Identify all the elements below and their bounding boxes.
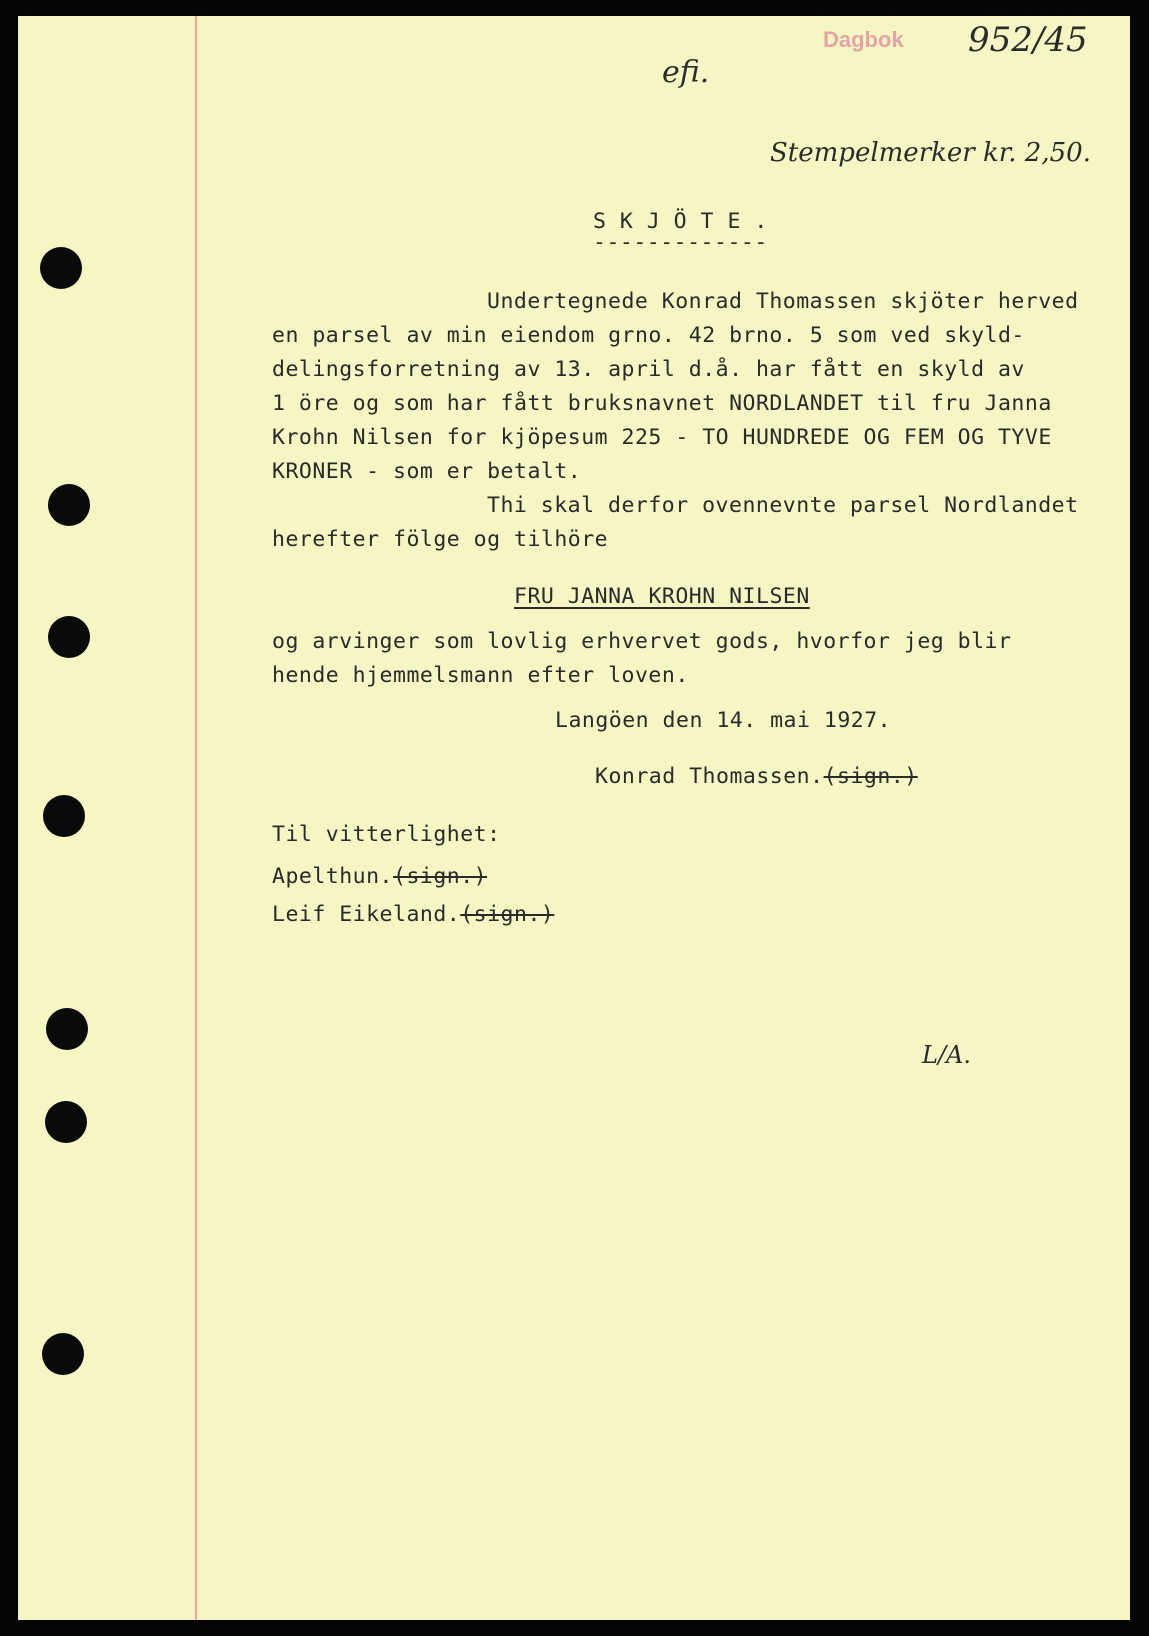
body-line: herefter fölge og tilhöre — [272, 527, 609, 552]
dagbok-stamp: Dagbok — [823, 27, 904, 52]
witness-heading: Til vitterlighet: — [272, 822, 501, 847]
body-line: KRONER - som er betalt. — [272, 459, 582, 484]
witness-sign-note: (sign.) — [460, 902, 555, 927]
closing-line: og arvinger som lovlig erhvervet gods, hvorfor jeg blir — [272, 629, 1012, 654]
stamp-duty-note: Stempelmerker kr. 2,50. — [770, 138, 1091, 168]
title-rule: ------------- — [593, 230, 768, 255]
witness-name: Apelthun. — [272, 864, 393, 889]
initial-mark: efi. — [662, 55, 710, 90]
punch-hole — [46, 1008, 88, 1050]
document-title: S K J Ö T E . — [593, 209, 768, 234]
punch-hole — [42, 1333, 84, 1375]
punch-hole — [40, 247, 82, 289]
signer-name: Konrad Thomassen. — [595, 764, 824, 789]
journal-number: 952/45 — [968, 20, 1088, 60]
closing-line: hende hjemmelsmann efter loven. — [272, 663, 689, 688]
grantee-name: FRU JANNA KROHN NILSEN — [514, 584, 810, 609]
place-date: Langöen den 14. mai 1927. — [555, 708, 892, 733]
witness-line — [272, 864, 487, 889]
witness-sign-note: (sign.) — [393, 864, 488, 889]
punch-hole — [48, 484, 90, 526]
body-line: en parsel av min eiendom grno. 42 brno. 5 som ved skyld- — [272, 323, 1025, 348]
witness-name: Leif Eikeland. — [272, 902, 461, 927]
body-line: Krohn Nilsen for kjöpesum 225 - TO HUNDREDE OG FEM OG TYVE — [272, 425, 1052, 450]
punch-hole — [45, 1101, 87, 1143]
signer-sign-note: (sign.) — [823, 764, 918, 789]
document-page — [18, 16, 1130, 1620]
punch-hole — [48, 616, 90, 658]
body-line: Undertegnede Konrad Thomassen skjöter herved — [487, 289, 1079, 314]
body-line: delingsforretning av 13. april d.å. har fått en skyld av — [272, 357, 1025, 382]
body-line: 1 öre og som har fått bruksnavnet NORDLANDET til fru Janna — [272, 391, 1052, 416]
witness-line — [272, 902, 554, 927]
signature-line — [595, 764, 918, 789]
body-line: Thi skal derfor ovennevnte parsel Nordlandet — [487, 493, 1079, 518]
margin-line — [195, 16, 197, 1620]
footer-mark: L/A. — [922, 1041, 971, 1069]
punch-hole — [43, 795, 85, 837]
